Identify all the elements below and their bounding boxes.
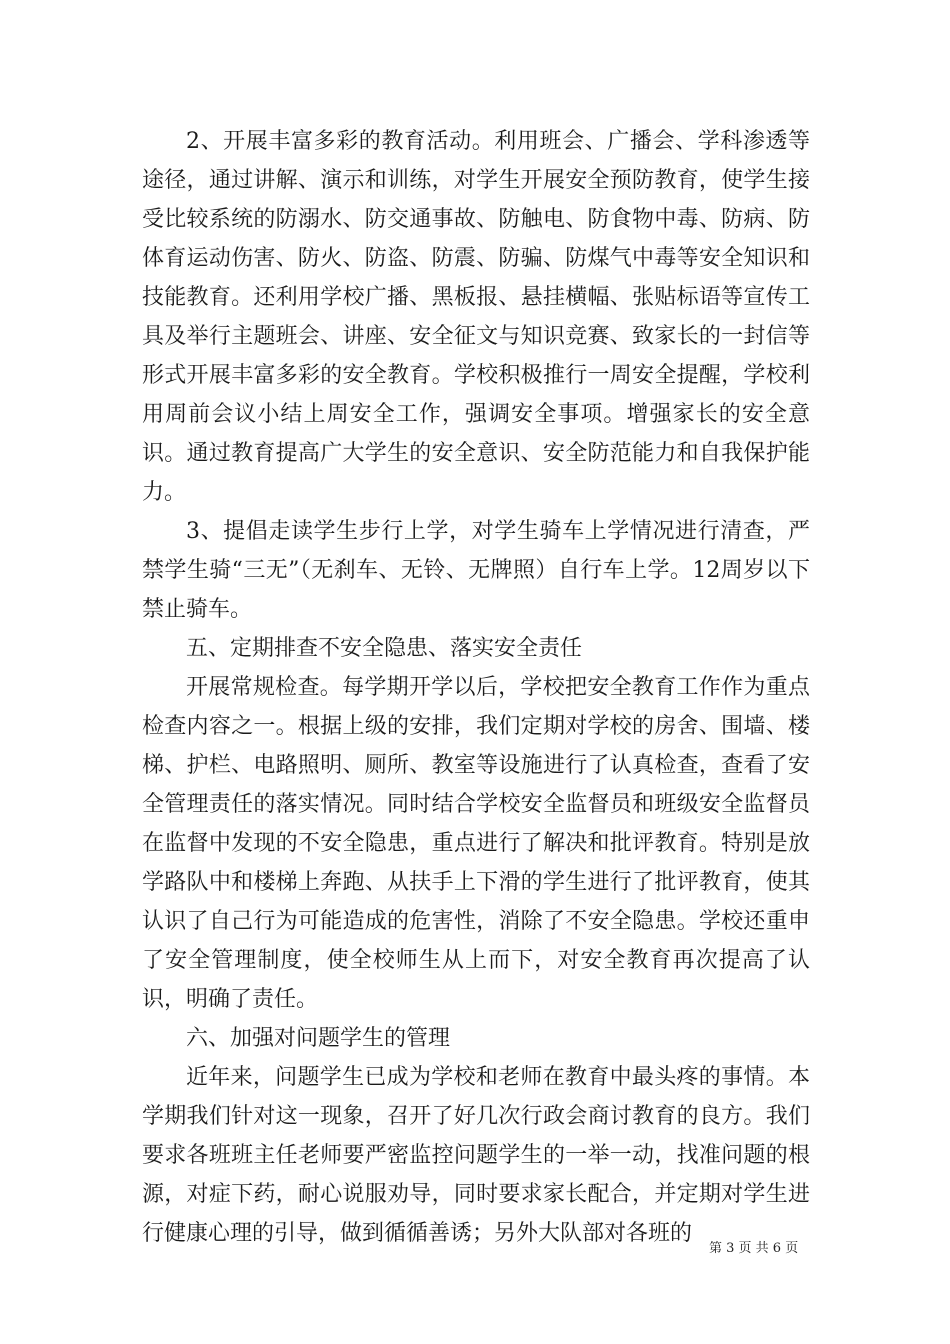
paragraph-walking-to-school: 3、提倡走读学生步行上学，对学生骑车上学情况进行清查，严禁学生骑“三无”（无刹车、无铃、无牌照）自行车上学。12周岁以下禁止骑车。 <box>142 519 810 622</box>
paragraph-education-activities: 2、开展丰富多彩的教育活动。利用班会、广播会、学科渗透等途径，通过讲解、演示和训练，对学生开展安全预防教育，使学生接受比较系统的防溺水、防交通事故、防触电、防食物中毒、防病、防体育运动伤害、防火、防盗、防震、防骗、防煤气中毒等安全知识和技能教育。还利用学校广播、黑板报、悬挂横幅、张贴标语等宣传工具及举行主题班会、讲座、安全征文与知识竞赛、致家长的一封信等形式开展丰富多彩的安全教育。学校积极推行一周安全提醒，学校利用周前会议小结上周安全工作，强调安全事项。增强家长的安全意识。通过教育提高广大学生的安全意识、安全防范能力和自我保护能力。 <box>142 129 810 505</box>
paragraph-problem-students: 近年来，问题学生已成为学校和老师在教育中最头疼的事情。本学期我们针对这一现象，召开了好几次行政会商讨教育的良方。我们要求各班班主任老师要严密监控问题学生的一举一动，找准问题的根源，对症下药，耐心说服劝导，同时要求家长配合，并定期对学生进行健康心理的引导，做到循循善诱；另外大队部对各班的 <box>142 1065 810 1246</box>
page-number-footer: 第 3 页 共 6 页 <box>709 1241 799 1256</box>
section-heading-safety-inspection: 五、定期排查不安全隐患、落实安全责任 <box>186 636 583 661</box>
paragraph-routine-inspection: 开展常规检查。每学期开学以后，学校把安全教育工作作为重点检查内容之一。根据上级的安排，我们定期对学校的房舍、围墙、楼梯、护栏、电路照明、厕所、教室等设施进行了认真检查，查看了安全管理责任的落实情况。同时结合学校安全监督员和班级安全监督员在监督中发现的不安全隐患，重点进行了解决和批评教育。特别是放学路队中和楼梯上奔跑、从扶手上下滑的学生进行了批评教育，使其认识了自己行为可能造成的危害性，消除了不安全隐患。学校还重申了安全管理制度，使全校师生从上而下，对安全教育再次提高了认识，明确了责任。 <box>142 675 810 1012</box>
section-heading-problem-students: 六、加强对问题学生的管理 <box>186 1026 451 1051</box>
document-body <box>142 122 810 1253</box>
